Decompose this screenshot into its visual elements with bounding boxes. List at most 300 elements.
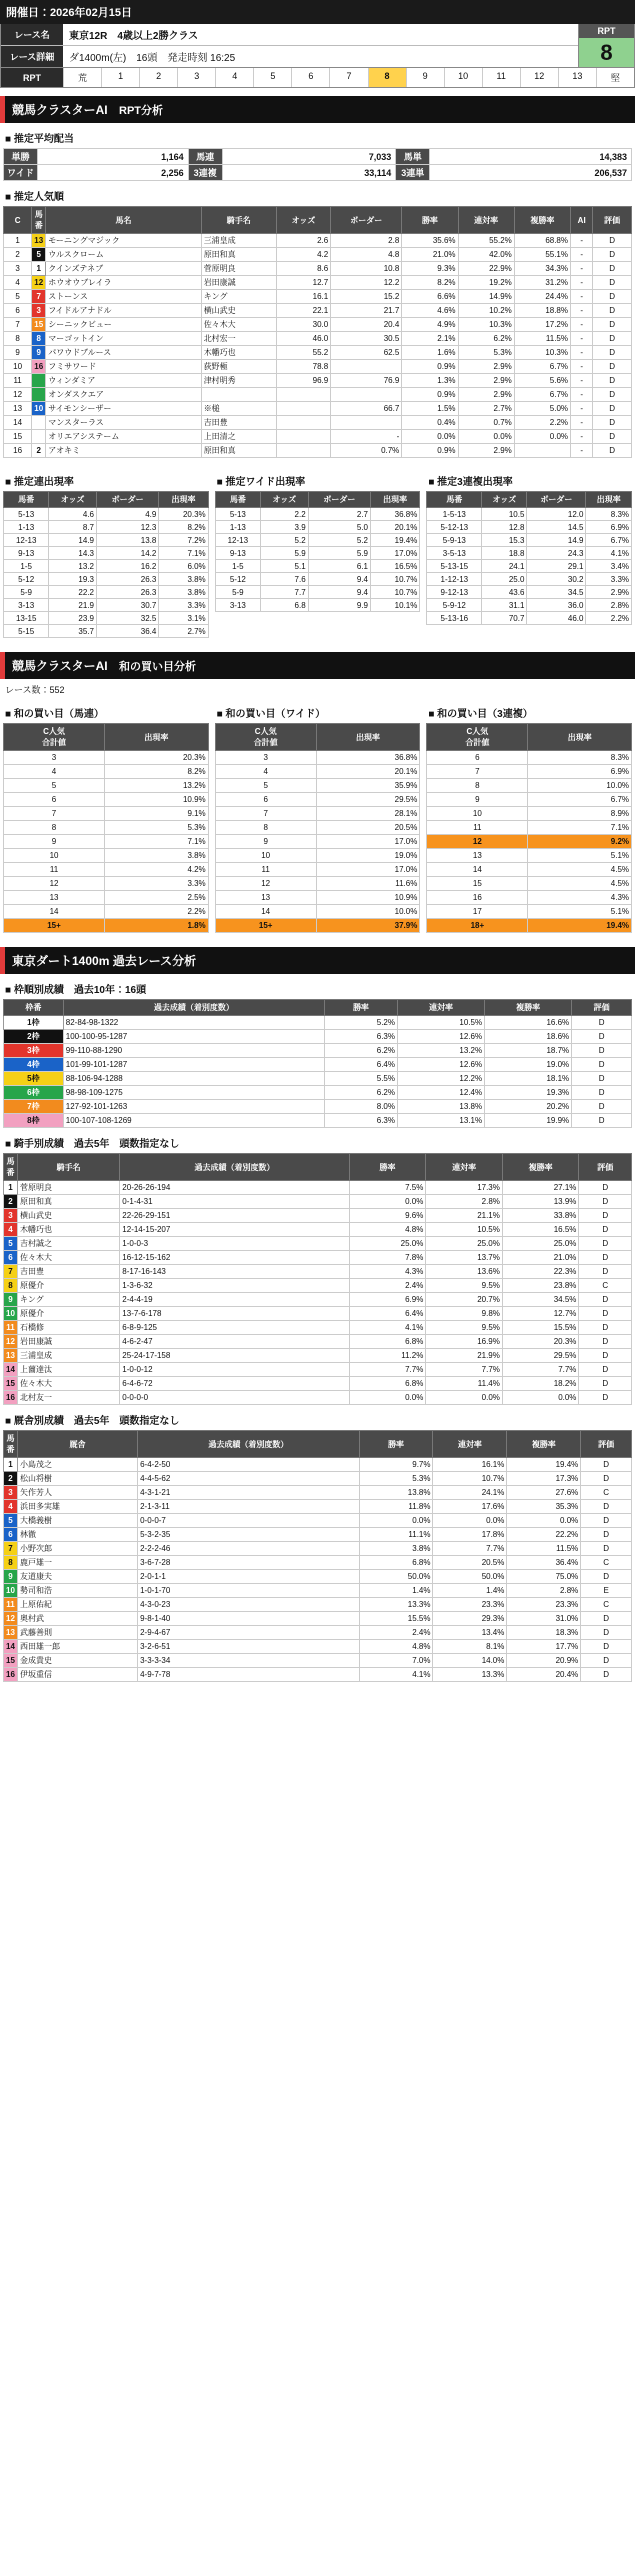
- horse-number: 2: [32, 444, 46, 458]
- waku-quinella-rate: 13.8%: [397, 1100, 484, 1114]
- jockey-horse-number: 2: [4, 1195, 18, 1209]
- umaren-rate-cell: 22.2: [49, 586, 97, 599]
- jockey-name: 北村友一: [18, 1391, 120, 1405]
- trio-rate-cell: 29.1: [527, 560, 586, 573]
- stable-quinella-rate: 50.0%: [433, 1570, 507, 1584]
- wide-rate-cell: 6.1: [308, 560, 370, 573]
- umaren-rate-cell: 14.9: [49, 534, 97, 547]
- kaime-wide-cell: 35.9%: [316, 779, 420, 793]
- stable-win-rate: 2.4%: [359, 1626, 433, 1640]
- stable-name: 上原佑紀: [18, 1598, 138, 1612]
- stable-record: 3-6-7-28: [138, 1556, 360, 1570]
- wide-rate-cell: 1-5: [215, 560, 260, 573]
- trio-rate-cell: 5-9-12: [427, 599, 482, 612]
- trio-rate-cell: 10.5: [482, 508, 527, 521]
- kaime-umaren-cell: 7: [4, 807, 105, 821]
- payout-row: [4, 149, 632, 165]
- table-row: [4, 919, 209, 933]
- kaime-trio-cell: 19.4%: [528, 919, 632, 933]
- border: 20.4: [331, 318, 402, 332]
- horse-rank: 11: [4, 374, 32, 388]
- kaime-umaren-cell: 15+: [4, 919, 105, 933]
- stable-record: 2-2-2-46: [138, 1542, 360, 1556]
- stable-win-rate: 4.8%: [359, 1640, 433, 1654]
- table-row: [427, 765, 632, 779]
- table-row: [4, 1044, 632, 1058]
- quinella-rate: 2.9%: [458, 360, 514, 374]
- jockey-record: 25-24-17-158: [120, 1349, 349, 1363]
- table-row: [427, 586, 632, 599]
- table-row: [427, 612, 632, 625]
- rpt-scale-cell-8: 8: [368, 68, 406, 87]
- section-title-past: 東京ダート1400m 過去レース分析: [0, 947, 635, 974]
- stable-horse-number: 11: [4, 1598, 18, 1612]
- table-row: [4, 1486, 632, 1500]
- stable-win-rate: 5.3%: [359, 1472, 433, 1486]
- odds: 30.0: [276, 318, 330, 332]
- kaime-wide-cell: 10.9%: [316, 891, 420, 905]
- table-row: [4, 374, 632, 388]
- kaime-trio-cell: 11: [427, 821, 528, 835]
- rpt-scale-cell-6: 6: [291, 68, 329, 87]
- table-row: [4, 1335, 632, 1349]
- ai-mark: -: [571, 388, 593, 402]
- jockey-win-rate: 0.0%: [349, 1391, 426, 1405]
- umaren-rate-cell: 16.2: [97, 560, 159, 573]
- kaime-trio-cell: 9: [427, 793, 528, 807]
- jockey-show-rate: 20.3%: [502, 1335, 579, 1349]
- wide-rate-cell: 5-9: [215, 586, 260, 599]
- ai-mark: -: [571, 360, 593, 374]
- waku-header: 勝率: [324, 1000, 397, 1016]
- jockey-horse-number: 5: [4, 1237, 18, 1251]
- kaime-umaren-table: [3, 723, 209, 933]
- jockey-win-rate: 4.1%: [349, 1321, 426, 1335]
- ai-mark: -: [571, 248, 593, 262]
- horse-name: ウルスクローム: [46, 248, 201, 262]
- stable-show-rate: 22.2%: [507, 1528, 581, 1542]
- jockey-horse-number: 9: [4, 1293, 18, 1307]
- stable-show-rate: 11.5%: [507, 1542, 581, 1556]
- kaime-trio-cell: 6.9%: [528, 765, 632, 779]
- horse-name: サイモンシーザー: [46, 402, 201, 416]
- stable-show-rate: 27.6%: [507, 1486, 581, 1500]
- show-rate: 24.4%: [514, 290, 570, 304]
- stable-header: 厩舎: [18, 1431, 138, 1458]
- table-row: [427, 779, 632, 793]
- table-row: [4, 612, 209, 625]
- waku-show-rate: 19.9%: [485, 1114, 572, 1128]
- jockey-name: 上田清之: [201, 430, 276, 444]
- race-name-label: レース名: [1, 24, 63, 45]
- stable-header: 過去成績（着別度数）: [138, 1431, 360, 1458]
- table-row: [4, 586, 209, 599]
- rpt-scale-cell-12: 12: [520, 68, 558, 87]
- table-row: [4, 521, 209, 534]
- payout-key: ワイド: [4, 165, 38, 181]
- kaime-umaren-cell: 8.2%: [105, 765, 209, 779]
- rpt-scale-cell-5: 5: [253, 68, 291, 87]
- win-rate: 0.4%: [402, 416, 458, 430]
- wide-rate-cell: 19.4%: [371, 534, 420, 547]
- jockey-evaluation: D: [579, 1377, 632, 1391]
- kaime-wide-cell: 36.8%: [316, 751, 420, 765]
- ai-mark: -: [571, 346, 593, 360]
- win-rate: 0.0%: [402, 430, 458, 444]
- horse-rank: 3: [4, 262, 32, 276]
- stable-horse-number: 7: [4, 1542, 18, 1556]
- evaluation: D: [593, 304, 632, 318]
- stable-horse-number: 14: [4, 1640, 18, 1654]
- odds: [276, 444, 330, 458]
- stable-show-rate: 36.4%: [507, 1556, 581, 1570]
- table-row: [4, 1086, 632, 1100]
- table-row: [4, 1654, 632, 1668]
- win-rate: 1.5%: [402, 402, 458, 416]
- table-row: [215, 599, 420, 612]
- jockey-name: 三浦皇成: [201, 234, 276, 248]
- payout-key: 馬連: [188, 149, 222, 165]
- table-row: [4, 1598, 632, 1612]
- quinella-rate: 14.9%: [458, 290, 514, 304]
- horse-rank: 5: [4, 290, 32, 304]
- evaluation: D: [593, 332, 632, 346]
- kaime-umaren-cell: 10.9%: [105, 793, 209, 807]
- umaren-rate-cell: 14.2: [97, 547, 159, 560]
- table-row: [4, 290, 632, 304]
- wide-rate-cell: 7.7: [261, 586, 309, 599]
- stable-horse-number: 4: [4, 1500, 18, 1514]
- kaime-umaren-cell: 2.2%: [105, 905, 209, 919]
- jockey-evaluation: D: [579, 1251, 632, 1265]
- table-row: [4, 402, 632, 416]
- stable-name: 大橋義樹: [18, 1514, 138, 1528]
- win-rate: 35.6%: [402, 234, 458, 248]
- umaren-rate-cell: 9-13: [4, 547, 49, 560]
- jockey-quinella-rate: 9.5%: [426, 1279, 503, 1293]
- stable-evaluation: D: [581, 1528, 632, 1542]
- kaime-trio-cell: 5.1%: [528, 849, 632, 863]
- table-row: [215, 877, 420, 891]
- kaime-title: 競馬クラスターAI: [12, 659, 108, 673]
- jockey-win-rate: 6.8%: [349, 1335, 426, 1349]
- quinella-rate: 6.2%: [458, 332, 514, 346]
- horse-number: 10: [32, 402, 46, 416]
- jockey-evaluation: D: [579, 1307, 632, 1321]
- ai-mark: -: [571, 332, 593, 346]
- kaime-umaren-cell: 3.3%: [105, 877, 209, 891]
- waku-win-rate: 6.2%: [324, 1044, 397, 1058]
- trio-rate-header: ボーダー: [527, 492, 586, 508]
- kaime-umaren-cell: 3: [4, 751, 105, 765]
- race-detail-value: ダ1400m(左) 16頭 発走時刻 16:25: [69, 53, 236, 64]
- stable-name: 鹿戸雄一: [18, 1556, 138, 1570]
- horse-number: 8: [32, 332, 46, 346]
- trio-rate-cell: 1-12-13: [427, 573, 482, 586]
- kaime-trio-cell: 4.5%: [528, 863, 632, 877]
- table-row: [4, 346, 632, 360]
- jockey-win-rate: 9.6%: [349, 1209, 426, 1223]
- umaren-rate-cell: 5-12: [4, 573, 49, 586]
- border: 62.5: [331, 346, 402, 360]
- ai-mark: -: [571, 276, 593, 290]
- payout-key: 3連単: [396, 165, 430, 181]
- race-header: [0, 24, 635, 68]
- horse-name: マーゴットイン: [46, 332, 201, 346]
- umaren-rate-cell: 3.8%: [159, 586, 208, 599]
- stable-quinella-rate: 13.3%: [433, 1668, 507, 1682]
- table-row: [4, 1100, 632, 1114]
- waku-quinella-rate: 12.2%: [397, 1072, 484, 1086]
- evaluation: D: [593, 360, 632, 374]
- stable-name: 小野次郎: [18, 1542, 138, 1556]
- umaren-rate-header: 馬番: [4, 492, 49, 508]
- wide-rate-title: ■ 推定ワイド出現率: [217, 473, 421, 488]
- stable-win-rate: 50.0%: [359, 1570, 433, 1584]
- stable-win-rate: 6.8%: [359, 1556, 433, 1570]
- stable-quinella-rate: 0.0%: [433, 1514, 507, 1528]
- quinella-rate: 2.9%: [458, 374, 514, 388]
- show-rate: 0.0%: [514, 430, 570, 444]
- ai-mark: -: [571, 262, 593, 276]
- kaime-wide-cell: 5: [215, 779, 316, 793]
- jockey-name: 原田和真: [201, 248, 276, 262]
- waku-number: 5枠: [4, 1072, 64, 1086]
- trio-rate-cell: 36.0: [527, 599, 586, 612]
- payout-key: 馬単: [396, 149, 430, 165]
- table-row: [4, 793, 209, 807]
- waku-quinella-rate: 12.6%: [397, 1030, 484, 1044]
- waku-quinella-rate: 10.5%: [397, 1016, 484, 1030]
- wide-rate-cell: 9-13: [215, 547, 260, 560]
- odds: 46.0: [276, 332, 330, 346]
- horse-rank: 7: [4, 318, 32, 332]
- stable-evaluation: D: [581, 1640, 632, 1654]
- horse-name: モーニングマジック: [46, 234, 201, 248]
- trio-rate-cell: 15.3: [482, 534, 527, 547]
- stable-quinella-rate: 14.0%: [433, 1654, 507, 1668]
- stable-win-rate: 9.7%: [359, 1458, 433, 1472]
- waku-show-rate: 18.1%: [485, 1072, 572, 1086]
- table-row: [4, 1556, 632, 1570]
- payout-value: 206,537: [430, 165, 632, 181]
- table-row: [4, 1058, 632, 1072]
- table-row: [215, 560, 420, 573]
- win-rate: 4.6%: [402, 304, 458, 318]
- table-row: [4, 416, 632, 430]
- kaime-umaren-cell: 10: [4, 849, 105, 863]
- race-count-note: レース数：552: [5, 685, 65, 695]
- evaluation: D: [593, 346, 632, 360]
- jockey-name: 原優介: [18, 1279, 120, 1293]
- stable-horse-number: 9: [4, 1570, 18, 1584]
- table-row: [215, 905, 420, 919]
- waku-number: 4枠: [4, 1058, 64, 1072]
- waku-record: 98-98-109-1275: [63, 1086, 324, 1100]
- quinella-rate: 2.9%: [458, 444, 514, 458]
- jockey-name: 木幡巧也: [201, 346, 276, 360]
- kaime-umaren-cell: 20.3%: [105, 751, 209, 765]
- horse-name: アオキミ: [46, 444, 201, 458]
- win-rate: 4.9%: [402, 318, 458, 332]
- stable-name: 浜田多実雄: [18, 1500, 138, 1514]
- umaren-rate-cell: 1-5: [4, 560, 49, 573]
- jockey-horse-number: 13: [4, 1349, 18, 1363]
- stable-horse-number: 1: [4, 1458, 18, 1472]
- kaime-umaren-cell: 1.8%: [105, 919, 209, 933]
- odds: [276, 430, 330, 444]
- section-title-ai: [0, 96, 635, 123]
- jockey-evaluation: D: [579, 1335, 632, 1349]
- wide-rate-cell: 3.9: [261, 521, 309, 534]
- stable-quinella-rate: 29.3%: [433, 1612, 507, 1626]
- rpt-scale-cell-1: 1: [101, 68, 139, 87]
- stable-record: 5-3-2-35: [138, 1528, 360, 1542]
- table-row: [427, 849, 632, 863]
- umaren-rate-cell: 13.2: [49, 560, 97, 573]
- evaluation: D: [593, 290, 632, 304]
- stable-win-rate: 15.5%: [359, 1612, 433, 1626]
- jockey-quinella-rate: 7.7%: [426, 1363, 503, 1377]
- table-row: [4, 1279, 632, 1293]
- table-row: [4, 560, 209, 573]
- jockey-win-rate: 25.0%: [349, 1237, 426, 1251]
- waku-number: 2枠: [4, 1030, 64, 1044]
- odds: 12.7: [276, 276, 330, 290]
- jockey-record: 8-17-16-143: [120, 1265, 349, 1279]
- kaime-trio-cell: 5.1%: [528, 905, 632, 919]
- odds: [276, 416, 330, 430]
- stable-record: 1-0-1-70: [138, 1584, 360, 1598]
- jockey-record: 2-4-4-19: [120, 1293, 349, 1307]
- waku-quinella-rate: 13.2%: [397, 1044, 484, 1058]
- jockey-horse-number: 4: [4, 1223, 18, 1237]
- evaluation: D: [593, 318, 632, 332]
- stable-win-rate: 1.4%: [359, 1584, 433, 1598]
- border: 4.8: [331, 248, 402, 262]
- show-rate: 18.8%: [514, 304, 570, 318]
- horse-header: 勝率: [402, 207, 458, 234]
- jockey-horse-number: 7: [4, 1265, 18, 1279]
- quinella-rate: 22.9%: [458, 262, 514, 276]
- jockey-evaluation: D: [579, 1349, 632, 1363]
- waku-record: 127-92-101-1263: [63, 1100, 324, 1114]
- stable-evaluation: D: [581, 1472, 632, 1486]
- odds: 16.1: [276, 290, 330, 304]
- win-rate: 1.6%: [402, 346, 458, 360]
- wide-rate-cell: 5.2: [261, 534, 309, 547]
- stable-name: 金成貴史: [18, 1654, 138, 1668]
- jockey-record: 12-14-15-207: [120, 1223, 349, 1237]
- stable-win-rate: 11.1%: [359, 1528, 433, 1542]
- stable-evaluation: C: [581, 1556, 632, 1570]
- table-row: [427, 508, 632, 521]
- table-row: [215, 765, 420, 779]
- race-number: 東京12R: [69, 31, 108, 42]
- jockey-name: [201, 388, 276, 402]
- jockey-show-rate: 13.9%: [502, 1195, 579, 1209]
- jockey-evaluation: D: [579, 1181, 632, 1195]
- stable-show-rate: 20.9%: [507, 1654, 581, 1668]
- ai-mark: -: [571, 374, 593, 388]
- trio-rate-cell: 2.8%: [586, 599, 632, 612]
- table-row: [4, 234, 632, 248]
- jockey-table: [3, 1153, 632, 1405]
- win-rate: 9.3%: [402, 262, 458, 276]
- evaluation: D: [593, 402, 632, 416]
- trio-rate-cell: 18.8: [482, 547, 527, 560]
- wide-rate-cell: 36.8%: [371, 508, 420, 521]
- waku-table: [3, 999, 632, 1128]
- jockey-name: キング: [201, 290, 276, 304]
- umaren-rate-cell: 5-15: [4, 625, 49, 638]
- jockey-show-rate: 15.5%: [502, 1321, 579, 1335]
- trio-rate-cell: 5-13-16: [427, 612, 482, 625]
- wide-rate-cell: 9.9: [308, 599, 370, 612]
- stable-show-rate: 19.4%: [507, 1458, 581, 1472]
- trio-rate-cell: 12.0: [527, 508, 586, 521]
- horse-number: 5: [32, 248, 46, 262]
- trio-rate-cell: 5-12-13: [427, 521, 482, 534]
- table-row: [4, 332, 632, 346]
- trio-rate-header: 出現率: [586, 492, 632, 508]
- waku-evaluation: D: [572, 1030, 632, 1044]
- win-rate: 2.1%: [402, 332, 458, 346]
- jockey-evaluation: D: [579, 1237, 632, 1251]
- horse-rank: 10: [4, 360, 32, 374]
- table-row: [215, 751, 420, 765]
- kaime-umaren-title: ■ 和の買い目（馬連）: [5, 705, 209, 720]
- umaren-rate-table: [3, 491, 209, 638]
- umaren-rate-cell: 20.3%: [159, 508, 208, 521]
- jockey-horse-number: 3: [4, 1209, 18, 1223]
- kaime-wide-cell: 20.1%: [316, 765, 420, 779]
- evaluation: D: [593, 388, 632, 402]
- waku-number: 6枠: [4, 1086, 64, 1100]
- table-row: [4, 625, 209, 638]
- border: 12.2: [331, 276, 402, 290]
- trio-rate-cell: 30.2: [527, 573, 586, 586]
- wide-rate-cell: 9.4: [308, 573, 370, 586]
- table-row: [4, 1472, 632, 1486]
- table-row: [215, 835, 420, 849]
- kaime-umaren-cell: 9.1%: [105, 807, 209, 821]
- jockey-win-rate: 7.7%: [349, 1363, 426, 1377]
- stable-name: 小島茂之: [18, 1458, 138, 1472]
- quinella-rate: 19.2%: [458, 276, 514, 290]
- waku-record: 101-99-101-1287: [63, 1058, 324, 1072]
- jockey-record: 0-0-0-0: [120, 1391, 349, 1405]
- kaime-umaren-cell: 5.3%: [105, 821, 209, 835]
- jockey-horse-number: 14: [4, 1363, 18, 1377]
- waku-record: 100-100-95-1287: [63, 1030, 324, 1044]
- stable-evaluation: C: [581, 1598, 632, 1612]
- table-row: [4, 1030, 632, 1044]
- table-row: [215, 573, 420, 586]
- waku-record: 99-110-88-1290: [63, 1044, 324, 1058]
- stable-record: 4-3-1-21: [138, 1486, 360, 1500]
- jockey-evaluation: C: [579, 1279, 632, 1293]
- rpt-scale-cell-荒: 荒: [63, 68, 101, 87]
- stable-horse-number: 12: [4, 1612, 18, 1626]
- kaime-trio-cell: 18+: [427, 919, 528, 933]
- horse-header: ボーダー: [331, 207, 402, 234]
- border: [331, 416, 402, 430]
- payout-title: ■ 推定平均配当: [5, 130, 632, 145]
- kaime-umaren-cell: 5: [4, 779, 105, 793]
- waku-header: 連対率: [397, 1000, 484, 1016]
- ai-subtitle: RPT分析: [119, 105, 163, 117]
